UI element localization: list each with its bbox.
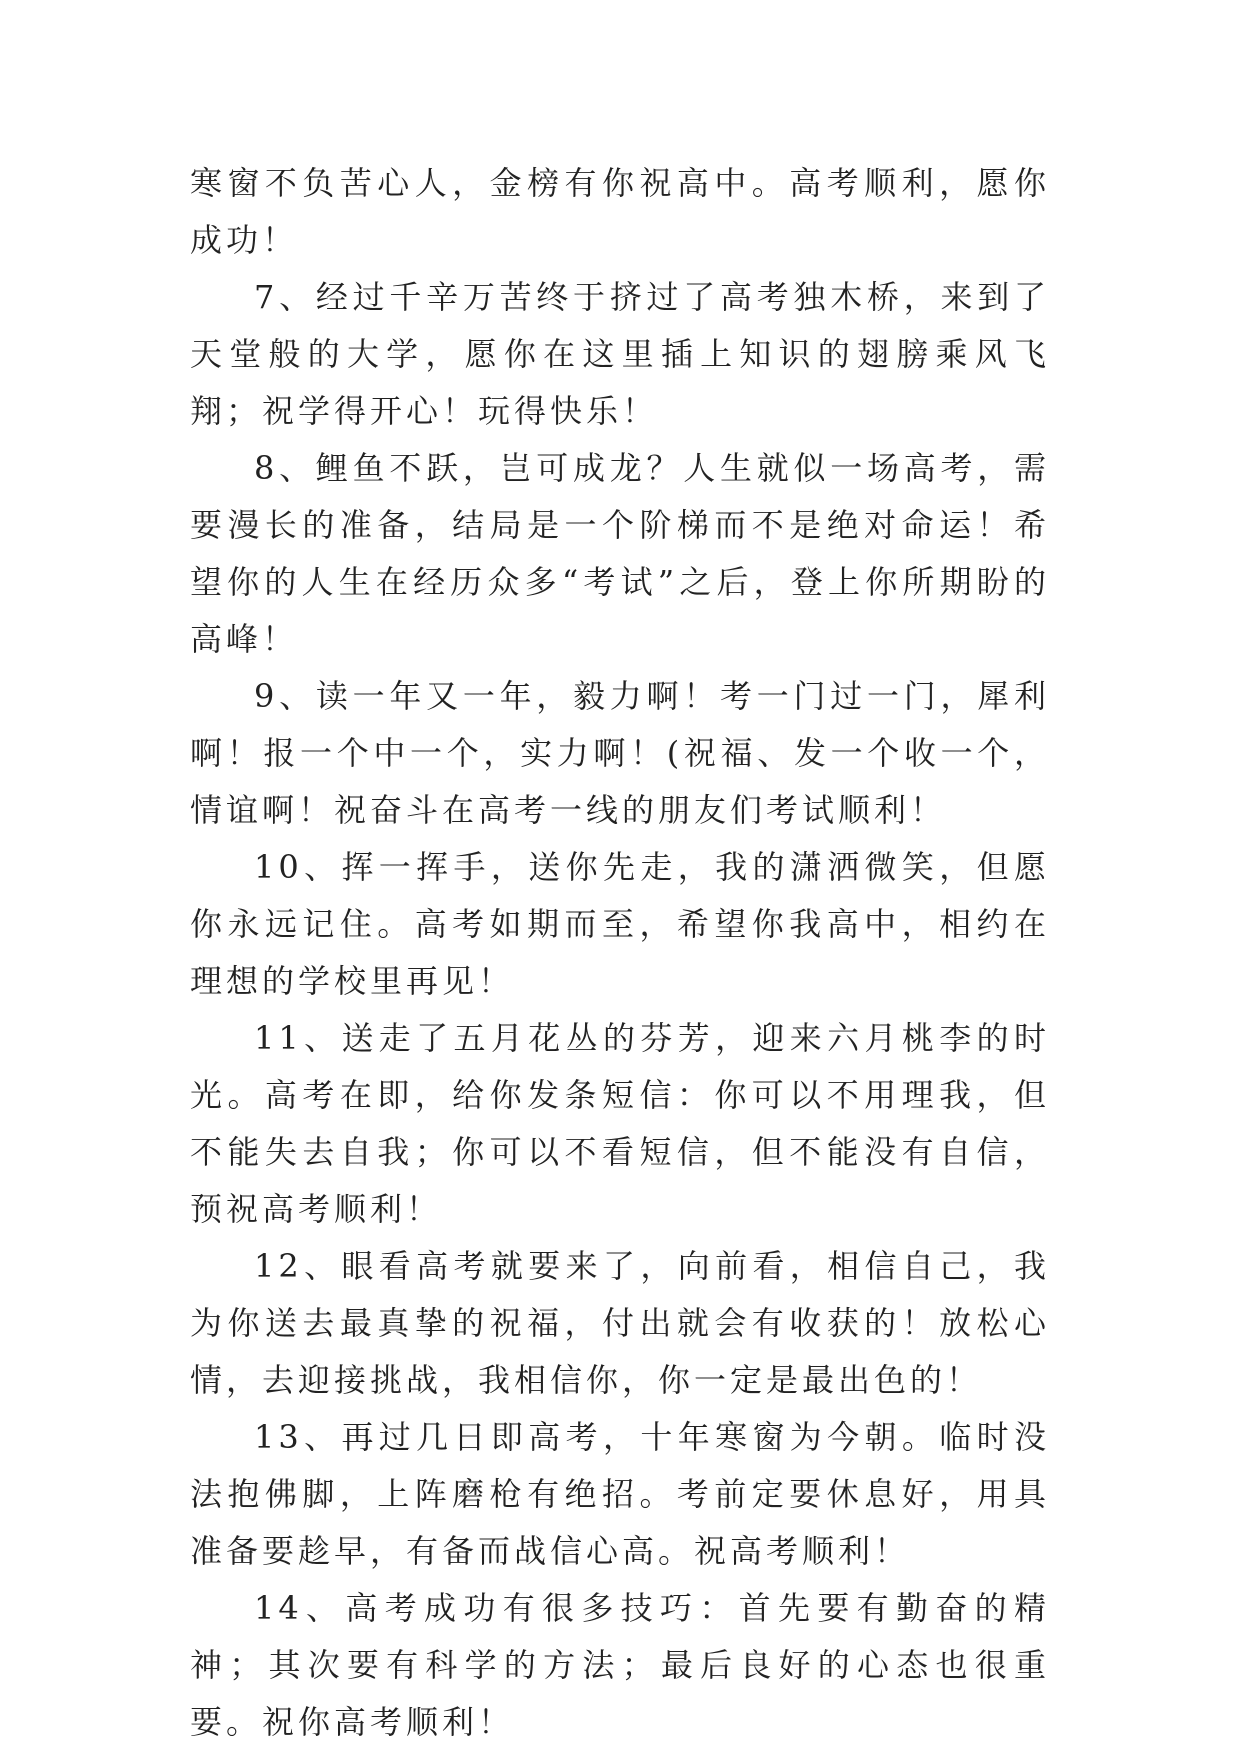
paragraph-9: 14、高考成功有很多技巧：首先要有勤奋的精神；其次要有科学的方法；最后良好的心态也很重要。祝你高考顺利！ <box>190 1589 1050 1741</box>
paragraph-6: 11、送走了五月花丛的芬芳，迎来六月桃李的时光。高考在即，给你发条短信：你可以不用理我，但不能失去自我；你可以不看短信，但不能没有自信，预祝高考顺利！ <box>190 1019 1050 1228</box>
paragraph-1: 寒窗不负苦心人，金榜有你祝高中。高考顺利，愿你成功！ <box>190 164 1050 259</box>
paragraph-8: 13、再过几日即高考，十年寒窗为今朝。临时没法抱佛脚，上阵磨枪有绝招。考前定要休息好，用具准备要趁早，有备而战信心高。祝高考顺利！ <box>190 1418 1050 1570</box>
paragraph-7: 12、眼看高考就要来了，向前看，相信自己，我为你送去最真挚的祝福，付出就会有收获的！放松心情，去迎接挑战，我相信你，你一定是最出色的！ <box>190 1247 1050 1399</box>
paragraph-3: 8、鲤鱼不跃，岂可成龙？人生就似一场高考，需要漫长的准备，结局是一个阶梯而不是绝对命运！希望你的人生在经历众多“考试”之后，登上你所期盼的高峰！ <box>190 449 1050 658</box>
paragraph-4: 9、读一年又一年，毅力啊！考一门过一门，犀利啊！报一个中一个，实力啊！(祝福、发一个收一个，情谊啊！祝奋斗在高考一线的朋友们考试顺利！ <box>190 677 1050 829</box>
paragraph-5: 10、挥一挥手，送你先走，我的潇洒微笑，但愿你永远记住。高考如期而至，希望你我高中，相约在理想的学校里再见！ <box>190 848 1050 1000</box>
document-body <box>190 155 1050 1751</box>
paragraph-2: 7、经过千辛万苦终于挤过了高考独木桥，来到了天堂般的大学，愿你在这里插上知识的翅膀乘风飞翔；祝学得开心！玩得快乐！ <box>190 278 1050 430</box>
